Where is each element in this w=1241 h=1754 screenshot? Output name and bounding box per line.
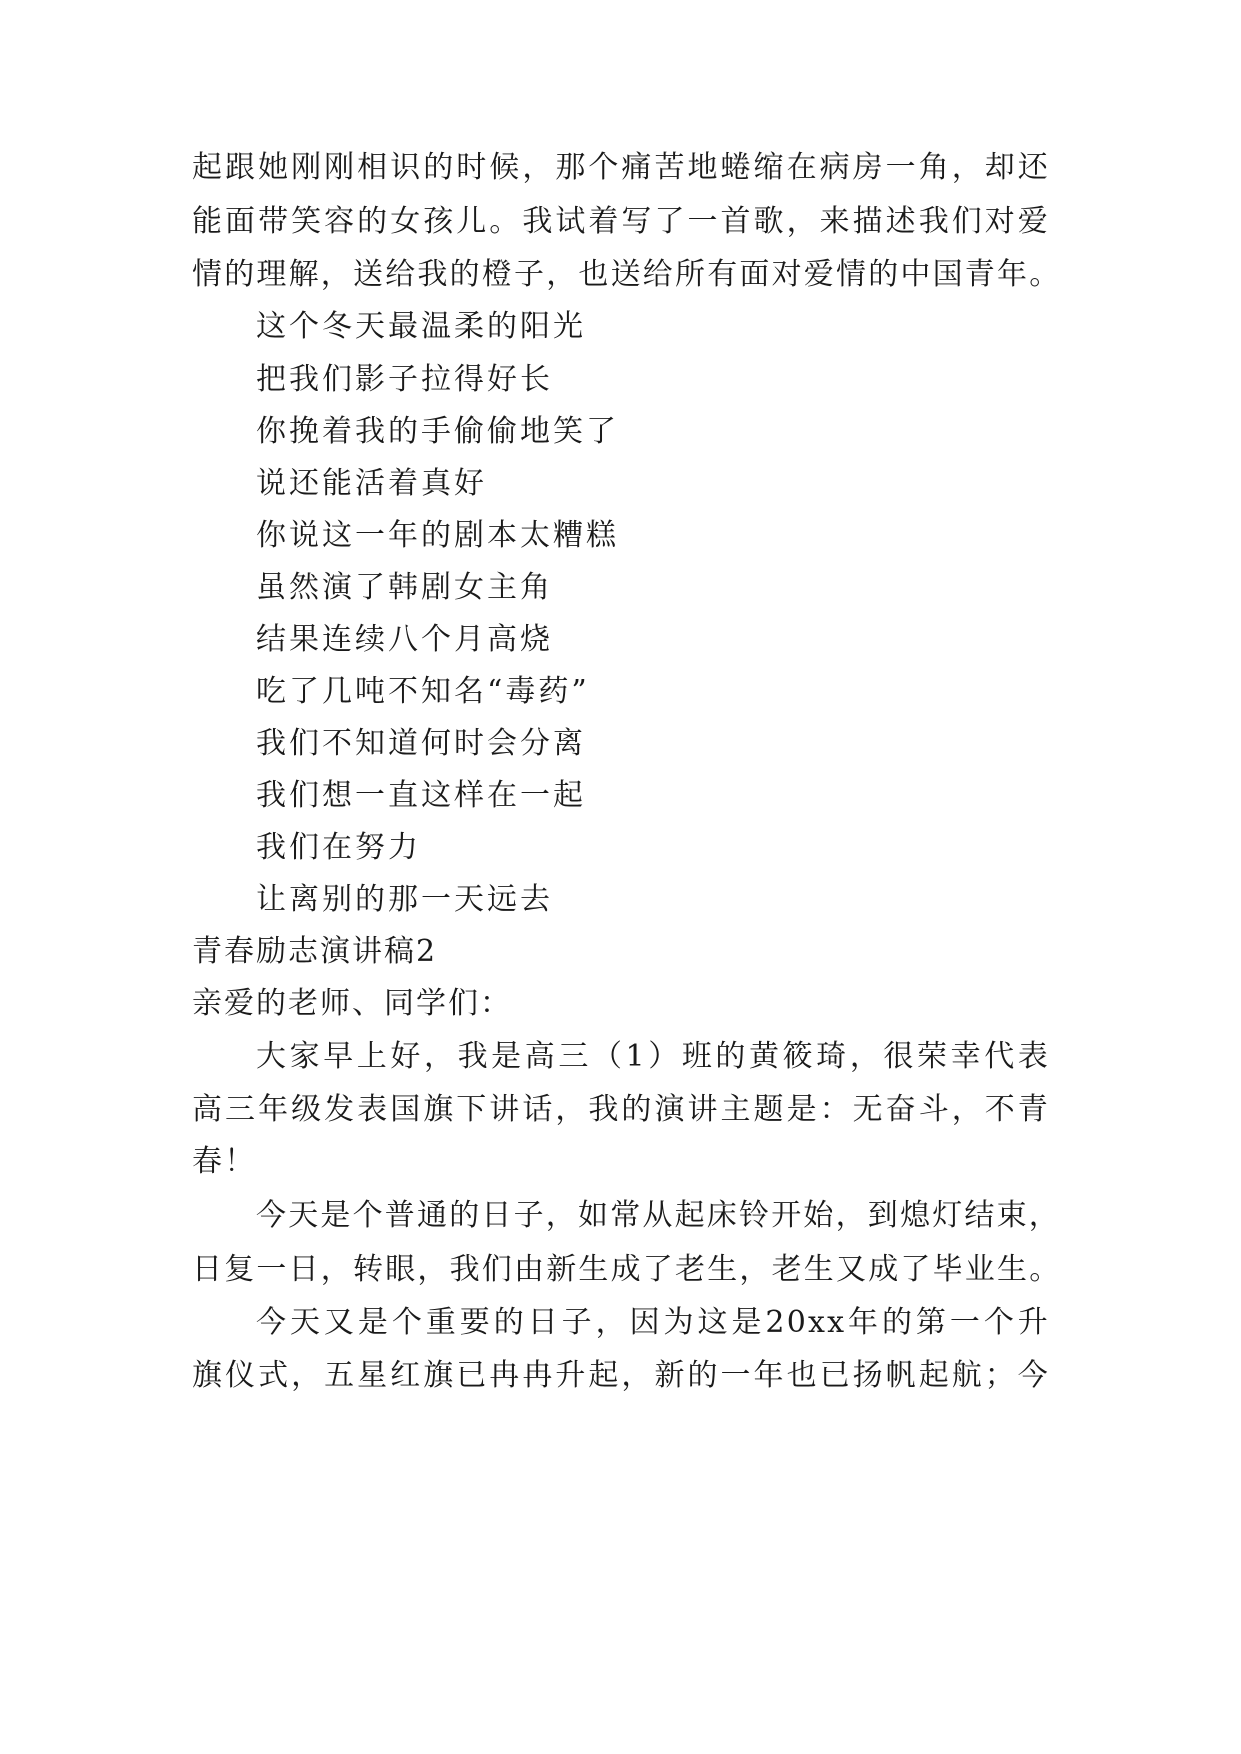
song-line-11: 我们在努力: [256, 830, 421, 865]
song-line-12: 让离别的那一天远去: [256, 882, 553, 917]
song-line-8: 吃了几吨不知名“毒药”: [256, 674, 590, 709]
paragraph-2-line-2: 日复一日，转眼，我们由新生成了老生，老生又成了毕业生。: [192, 1252, 1062, 1287]
salutation: 亲爱的老师、同学们：: [192, 986, 512, 1021]
paragraph-1-line-3: 春！: [192, 1144, 257, 1179]
paragraph-3-line-2: 旗仪式，五星红旗已冉冉升起，新的一年也已扬帆起航；今: [192, 1358, 1050, 1393]
song-line-10: 我们想一直这样在一起: [256, 778, 586, 813]
song-line-9: 我们不知道何时会分离: [256, 726, 586, 761]
song-line-1: 这个冬天最温柔的阳光: [256, 309, 586, 344]
paragraph-1-line-1: 大家早上好，我是高三（1）班的黄筱琦，很荣幸代表: [256, 1039, 1050, 1074]
intro-line-1: 起跟她刚刚相识的时候，那个痛苦地蜷缩在病房一角，却还: [192, 150, 1050, 185]
intro-line-3: 情的理解，送给我的橙子，也送给所有面对爱情的中国青年。: [192, 257, 1062, 292]
paragraph-1-line-2: 高三年级发表国旗下讲话，我的演讲主题是：无奋斗，不青: [192, 1092, 1050, 1127]
song-line-3: 你挽着我的手偷偷地笑了: [256, 414, 619, 449]
paragraph-2-line-1: 今天是个普通的日子，如常从起床铃开始，到熄灯结束，: [256, 1198, 1061, 1233]
section-title: 青春励志演讲稿2: [192, 934, 438, 969]
intro-line-2: 能面带笑容的女孩儿。我试着写了一首歌，来描述我们对爱: [192, 204, 1050, 239]
song-line-4: 说还能活着真好: [256, 466, 487, 501]
song-line-6: 虽然演了韩剧女主角: [256, 570, 553, 605]
song-line-5: 你说这一年的剧本太糟糕: [256, 518, 619, 553]
song-line-2: 把我们影子拉得好长: [256, 362, 553, 397]
paragraph-3-line-1: 今天又是个重要的日子，因为这是20xx年的第一个升: [256, 1305, 1050, 1340]
song-line-7: 结果连续八个月高烧: [256, 622, 553, 657]
